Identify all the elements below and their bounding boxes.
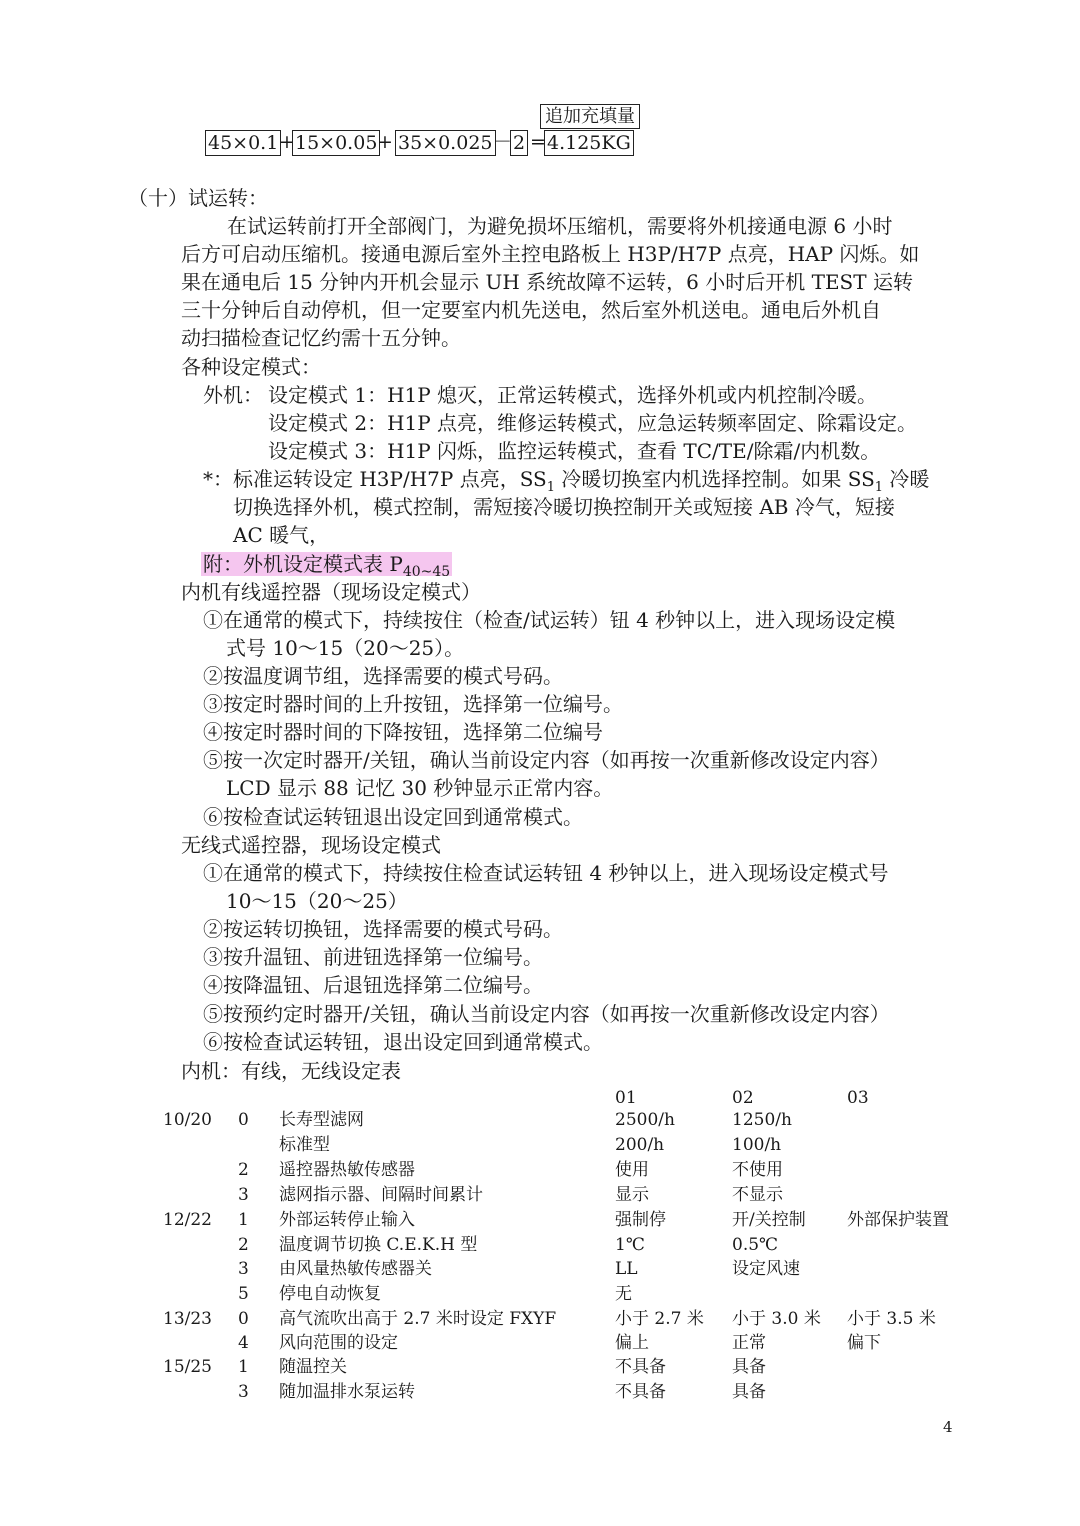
para-line: 后方可启动压缩机。接通电源后室外主控电路板上 H3P/H7P 点亮，HAP 闪烁。如 xyxy=(181,242,920,266)
table-title: 内机：有线，无线设定表 xyxy=(181,1059,401,1083)
mode-3: 设定模式 3：H1P 闪烁，监控运转模式，查看 TC/TE/除霜/内机数。 xyxy=(268,439,881,463)
cell-num: 3 xyxy=(238,1259,249,1279)
cell-c1: 使用 xyxy=(615,1160,649,1180)
cell-num: 1 xyxy=(238,1210,249,1230)
appendix-text: 附：外机设定模式表 P xyxy=(203,552,403,576)
formula-plus-1: + xyxy=(279,131,295,153)
table-header-02: 02 xyxy=(732,1088,754,1108)
cell-num: 2 xyxy=(238,1160,249,1180)
table-header-03: 03 xyxy=(847,1088,869,1108)
appendix-subscript: 40~45 xyxy=(402,564,451,580)
cell-c2: 小于 3.0 米 xyxy=(732,1309,821,1329)
wireless-step-4: ④按降温钮、后退钮选择第二位编号。 xyxy=(203,973,543,997)
note-line-3: AC 暖气， xyxy=(233,523,330,547)
cell-c2: 100/h xyxy=(732,1135,782,1155)
wireless-step-1-cont: 10～15（20～25） xyxy=(226,889,408,913)
table-header-01: 01 xyxy=(615,1088,637,1108)
wired-step-3: ③按定时器时间的上升按钮，选择第一位编号。 xyxy=(203,692,623,716)
wired-step-4: ④按定时器时间的下降按钮，选择第二位编号 xyxy=(203,720,603,744)
cell-c1: 200/h xyxy=(615,1135,665,1155)
cell-num: 2 xyxy=(238,1235,249,1255)
cell-num: 4 xyxy=(238,1333,249,1353)
formula-equals: = xyxy=(530,131,546,153)
wired-step-1-cont: 式号 10～15（20～25）。 xyxy=(226,636,465,660)
wireless-step-5: ⑤按预约定时器开/关钮，确认当前设定内容（如再按一次重新修改设定内容） xyxy=(203,1002,890,1026)
cell-num: 3 xyxy=(238,1382,249,1402)
formula-term-4: 2 xyxy=(510,130,528,156)
cell-num: 3 xyxy=(238,1185,249,1205)
cell-c1: 强制停 xyxy=(615,1210,666,1230)
note-text: 冷暖 xyxy=(883,467,930,491)
cell-item: 温度调节切换 C.E.K.H 型 xyxy=(279,1235,478,1255)
subscript: 1 xyxy=(874,480,884,495)
formula-term-1: 45×0.1 xyxy=(205,130,281,156)
cell-item: 外部运转停止输入 xyxy=(279,1210,415,1230)
cell-c1: 2500/h xyxy=(615,1110,675,1130)
cell-c2: 不使用 xyxy=(732,1160,783,1180)
cell-num: 0 xyxy=(238,1110,249,1130)
cell-mode: 12/22 xyxy=(163,1210,212,1230)
note-text: 标准运转设定 H3P/H7P 点亮，SS xyxy=(233,467,547,491)
wired-step-6: ⑥按检查试运转钮退出设定回到通常模式。 xyxy=(203,805,583,829)
cell-item: 停电自动恢复 xyxy=(279,1284,381,1304)
cell-c1: 不具备 xyxy=(615,1382,666,1402)
cell-num: 0 xyxy=(238,1309,249,1329)
subscript: 1 xyxy=(546,480,556,495)
wireless-step-3: ③按升温钮、前进钮选择第一位编号。 xyxy=(203,945,543,969)
formula-term-3: 35×0.025 xyxy=(395,130,496,156)
formula-label-box: 追加充填量 xyxy=(540,104,640,129)
cell-c3: 小于 3.5 米 xyxy=(847,1309,936,1329)
cell-num: 5 xyxy=(238,1284,249,1304)
section-title: （十）试运转： xyxy=(128,186,268,210)
cell-c2: 正常 xyxy=(732,1333,766,1353)
cell-c2: 1250/h xyxy=(732,1110,792,1130)
formula-minus: － xyxy=(493,131,513,153)
cell-mode: 13/23 xyxy=(163,1309,212,1329)
formula-term-2: 15×0.05 xyxy=(292,130,380,156)
cell-c2: 0.5℃ xyxy=(732,1235,779,1255)
wired-step-5: ⑤按一次定时器开/关钮，确认当前设定内容（如再按一次重新修改设定内容） xyxy=(203,748,890,772)
cell-item: 由风量热敏传感器关 xyxy=(279,1259,432,1279)
cell-c1: 不具备 xyxy=(615,1357,666,1377)
cell-item: 随温控关 xyxy=(279,1357,347,1377)
cell-num: 1 xyxy=(238,1357,249,1377)
cell-c1: 小于 2.7 米 xyxy=(615,1309,704,1329)
mode-1: 设定模式 1：H1P 熄灭，正常运转模式，选择外机或内机控制冷暖。 xyxy=(268,383,878,407)
cell-item: 标准型 xyxy=(279,1135,330,1155)
cell-c2: 设定风速 xyxy=(732,1259,800,1279)
wireless-title: 无线式遥控器，现场设定模式 xyxy=(181,833,441,857)
note-mark: *： xyxy=(203,467,233,491)
cell-mode: 15/25 xyxy=(163,1357,212,1377)
appendix-highlight xyxy=(201,552,452,580)
note-text: 冷暖切换室内机选择控制。如果 SS xyxy=(555,467,875,491)
para-line: 三十分钟后自动停机，但一定要室内机先送电，然后室外机送电。通电后外机自 xyxy=(181,298,881,322)
cell-c1: 偏上 xyxy=(615,1333,649,1353)
cell-c3: 外部保护装置 xyxy=(847,1210,949,1230)
page-number: 4 xyxy=(943,1418,953,1436)
cell-item: 随加温排水泵运转 xyxy=(279,1382,415,1402)
wireless-step-1: ①在通常的模式下，持续按住检查试运转钮 4 秒钟以上，进入现场设定模式号 xyxy=(203,861,889,885)
cell-item: 遥控器热敏传感器 xyxy=(279,1160,415,1180)
cell-c1: LL xyxy=(615,1259,638,1279)
para-line: 在试运转前打开全部阀门，为避免损坏压缩机，需要将外机接通电源 6 小时 xyxy=(227,214,893,238)
cell-mode: 10/20 xyxy=(163,1110,212,1130)
formula-plus-2: + xyxy=(377,131,393,153)
cell-item: 长寿型滤网 xyxy=(279,1110,364,1130)
para-line: 动扫描检查记忆约需十五分钟。 xyxy=(181,326,461,350)
cell-c1: 无 xyxy=(615,1284,632,1304)
note-line-2: 切换选择外机，模式控制，需短接冷暖切换控制开关或短接 AB 冷气，短接 xyxy=(233,495,895,519)
modes-title: 各种设定模式： xyxy=(181,355,321,379)
wireless-step-2: ②按运转切换钮，选择需要的模式号码。 xyxy=(203,917,563,941)
wireless-step-6: ⑥按检查试运转钮，退出设定回到通常模式。 xyxy=(203,1030,603,1054)
cell-item: 风向范围的设定 xyxy=(279,1333,398,1353)
cell-item: 滤网指示器、间隔时间累计 xyxy=(279,1185,483,1205)
wired-step-5-cont: LCD 显示 88 记忆 30 秒钟显示正常内容。 xyxy=(226,776,614,800)
outdoor-label: 外机： xyxy=(203,383,263,407)
wired-title: 内机有线遥控器（现场设定模式） xyxy=(181,580,481,604)
cell-c1: 1℃ xyxy=(615,1235,645,1255)
mode-2: 设定模式 2：H1P 点亮，维修运转模式，应急运转频率固定、除霜设定。 xyxy=(268,411,918,435)
cell-c2: 具备 xyxy=(732,1357,766,1377)
cell-c3: 偏下 xyxy=(847,1333,881,1353)
cell-item: 高气流吹出高于 2.7 米时设定 FXYF xyxy=(279,1309,557,1329)
wired-step-2: ②按温度调节组，选择需要的模式号码。 xyxy=(203,664,563,688)
para-line: 果在通电后 15 分钟内开机会显示 UH 系统故障不运转，6 小时后开机 TEST 运转 xyxy=(181,270,913,294)
cell-c2: 开/关控制 xyxy=(732,1210,806,1230)
formula-result: 4.125KG xyxy=(544,130,634,156)
cell-c2: 不显示 xyxy=(732,1185,783,1205)
cell-c1: 显示 xyxy=(615,1185,649,1205)
wired-step-1: ①在通常的模式下，持续按住（检查/试运转）钮 4 秒钟以上，进入现场设定模 xyxy=(203,608,896,632)
cell-c2: 具备 xyxy=(732,1382,766,1402)
